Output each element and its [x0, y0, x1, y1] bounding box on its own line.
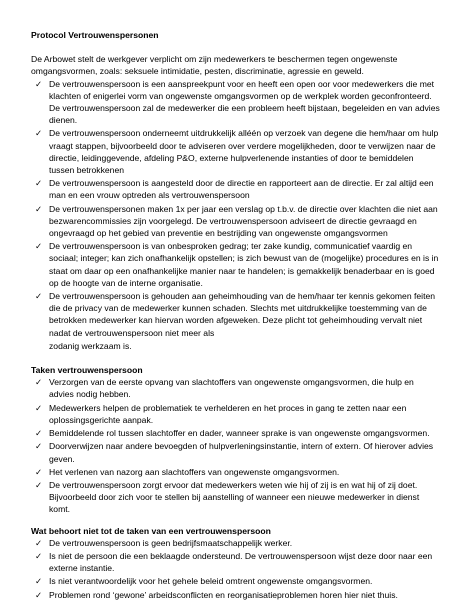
tasks-heading: Taken vertrouwenspersoon [31, 365, 143, 376]
list-item-text: Problemen rond ‘gewone’ arbeidsconflicten en reorganisatieproblemen horen hier niet thuis. [49, 589, 398, 600]
checkmark-icon: ✓ [35, 377, 43, 388]
list-item-text: De vertrouwenspersonen maken 1x per jaar een verslag op t.b.v. de directie over klachten die niet aan bezwarencommissies zijn voorgelegd. De vertrouwenspersoon adviseert de directie gevraagd en ongevraagd op het gebied van preventie en bestrijding van ongewenste omgangsvormen [49, 203, 438, 239]
list-item [31, 78, 441, 127]
checkmark-icon: ✓ [35, 589, 43, 600]
list-item-text: De vertrouwenspersoon is een aanspreekpunt voor en heeft een open oor voor medewerkers die met klachten of enigerlei vorm van ongewenste omgangsvormen op de werkplek worden geconfronteerd. De vertrouwenspersoon zal de medewerker die een probleem heeft bijstaan, begeleiden en van advies dienen. [49, 78, 440, 126]
list-item [31, 440, 441, 464]
list-item [31, 203, 441, 240]
checkmark-icon: ✓ [35, 203, 43, 214]
checkmark-icon: ✓ [35, 479, 43, 490]
list-item-text: Medewerkers helpen de problematiek te verhelderen en het proces in gang te zetten naar een oplossingsgerichte aanpak. [49, 402, 407, 425]
list-item-text: Is niet verantwoordelijk voor het gehele beleid omtrent ongewenste omgangsvormen. [49, 576, 373, 587]
list-item [31, 127, 441, 176]
checkmark-icon: ✓ [35, 441, 43, 452]
list-item [31, 402, 441, 426]
list-item-text: De vertrouwenspersoon is geen bedrijfsmaatschappelijk werker. [49, 537, 293, 548]
intro-paragraph: De Arbowet stelt de werkgever verplicht om zijn medewerkers te beschermen tegen ongewenste omgangsvormen, zoals: seksuele intimidatie, pesten, discriminatie, agressie en geweld. [31, 54, 398, 77]
checkmark-icon: ✓ [35, 241, 43, 252]
checkmark-icon: ✓ [35, 466, 43, 477]
list-item [31, 479, 441, 516]
list-item [31, 550, 441, 574]
checkmark-icon: ✓ [35, 550, 43, 561]
list-item-text: De vertrouwenspersoon is van onbesproken gedrag; ter zake kundig, communicatief vaardig en sociaal; integer; kan zich onafhankelijk opstellen; is zich bewust van de (mogelijke) procedures en is in staat om daar op een onafhankelijke manier naar te handelen; is gemakkelijk benaderbaar en is goed op de hoogte van de interne organisatie. [49, 241, 439, 288]
list-item [31, 537, 441, 549]
document-page [31, 29, 441, 602]
list-item-text: Is niet de persoon die een beklaagde ondersteund. De vertrouwenspersoon wijst deze door naar een externe instantie. [49, 550, 433, 574]
list-item [31, 589, 441, 601]
document-title: Protocol Vertrouwenspersonen [31, 30, 159, 40]
list-item-text: De vertrouwenspersoon is gehouden aan geheimhouding van de hem/haar ter kennis gekomen feiten die de privacy van de medewerker kunnen schaden. Slechts met uitdrukkelijke toestemming van de betrokken medewerker kan hiervan worden afgeweken. Deze plicht tot geheimhouding vervalt niet nadat de vertrouwenspersoon niet meer als [49, 291, 436, 338]
protocol-list [31, 78, 441, 339]
list-item-text: De vertrouwenspersoon is aangesteld door de directie en rapporteert aan de directie. Er zal altijd een man en een vrouw optreden als vertrouwenspersoon [49, 178, 434, 201]
list-item [31, 466, 441, 478]
protocol-list-continuation: zodanig werkzaam is. [49, 340, 132, 351]
list-item-text: De vertrouwenspersoon zorgt ervoor dat medewerkers weten wie hij of zij is en wat hij of zij doet. Bijvoorbeeld door zich voor te stellen bij aanstelling of wanneer een nieuwe medewerker in dienst komt. [49, 479, 420, 515]
tasks-list [31, 376, 441, 515]
list-item-text: Doorverwijzen naar andere bevoegden of hulpverleningsinstantie, intern of extern. Of hierover advies geven. [49, 441, 434, 464]
checkmark-icon: ✓ [35, 178, 43, 189]
list-item [31, 427, 441, 439]
list-item [31, 177, 441, 201]
checkmark-icon: ✓ [35, 402, 43, 413]
list-item [31, 376, 441, 400]
list-item-text: Verzorgen van de eerste opvang van slachtoffers van ongewenste omgangsvormen, die hulp en advies nodig hebben. [49, 377, 414, 400]
checkmark-icon: ✓ [35, 428, 43, 439]
checkmark-icon: ✓ [35, 537, 43, 548]
checkmark-icon: ✓ [35, 128, 43, 139]
list-item-text: De vertrouwenspersoon onderneemt uitdrukkelijk alléén op verzoek van degene die hem/haar om hulp vraagt stappen, bijvoorbeeld door te adviseren over verdere mogelijkheden, door te verwijzen naar de directie, leidinggevende, afdeling P&O, externe hulpverlenende instanties of door te bemiddelen tussen betrokkenen [49, 128, 439, 176]
checkmark-icon: ✓ [35, 291, 43, 302]
non-tasks-heading: Wat behoort niet tot de taken van een vertrouwenspersoon [31, 525, 271, 536]
list-item [31, 575, 441, 587]
checkmark-icon: ✓ [35, 78, 43, 89]
non-tasks-list [31, 537, 441, 601]
list-item [31, 290, 441, 339]
list-item [31, 240, 441, 289]
list-item-text: Het verlenen van nazorg aan slachtoffers van ongewenste omgangsvormen. [49, 466, 340, 477]
list-item-text: Bemiddelende rol tussen slachtoffer en dader, wanneer sprake is van ongewenste omgangsvormen. [49, 428, 430, 439]
checkmark-icon: ✓ [35, 576, 43, 587]
